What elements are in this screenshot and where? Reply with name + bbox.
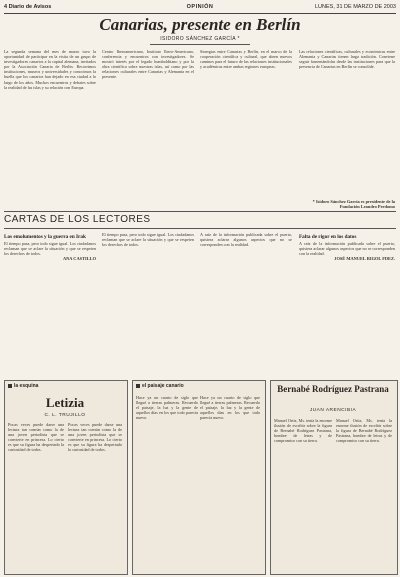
page-header: [4, 3, 396, 14]
column-body: Manuel Ortiz, Ms. tenía la enorme ilusión de escribir sobre la figura de Bernabé Rodríguez Pastrana, hombre de letras y de compromiso con su tierra.: [274, 418, 332, 444]
section-divider: [4, 211, 396, 212]
letter-body-cont: A raíz de la información publicada sobre el puerto, quisiera aclarar algunos aspectos que no se corresponden con la realidad.: [200, 232, 292, 248]
page-number: 4 Diario de Avisos: [4, 4, 52, 10]
letter-body-cont: El tiempo pasa, pero todo sigue igual. Los ciudadanos reclaman que se aclare la situación y que se respeten los derechos de todos.: [102, 232, 194, 248]
letter-title: Falta de rigor en los datos: [299, 234, 357, 240]
column-title: Letizia: [45, 395, 85, 410]
column-author: JUAN ARENCIBIA: [309, 408, 357, 413]
column-body: Pocas veces puede darse una lectura tan común como la de una joven periodista que se convierte en princesa. Lo cierto es que su figura ha despertado la curiosidad de todos.: [8, 422, 64, 453]
letters-section-title: CARTAS DE LOS LECTORES: [4, 214, 151, 225]
column-body: Hace ya un cuarto de siglo que llegué a tierras palmeras. Recuerdo el paisaje, la luz y la gente de aquellos días en los que todo parecía nuevo.: [136, 395, 198, 421]
letter-2-main: [299, 232, 395, 372]
letter-title: Los emolumentos y la guerra en Irak: [4, 234, 86, 240]
column-title: Bernabé Rodríguez Pastrana: [277, 384, 389, 394]
letter-body: A raíz de la información publicada sobre el puerto, quisiera aclarar algunos aspectos que no se corresponden con la realidad.: [299, 241, 395, 257]
page-date: LUNES, 31 DE MARZO DE 2003: [314, 4, 396, 10]
letter-1-cont: [102, 232, 194, 372]
column-body-cont: Manuel Ortiz, Ms. tenía la enorme ilusión de escribir sobre la figura de Bernabé Rodríguez Pastrana, hombre de letras y de compromiso con su tierra.: [336, 418, 392, 444]
section-name: OPINIÓN: [186, 4, 214, 10]
letter-body: El tiempo pasa, pero todo sigue igual. Los ciudadanos reclaman que se aclare la situación y que se respeten los derechos de todos.: [4, 241, 96, 257]
article-column-1: La segunda semana del mes de marzo tuvo la oportunidad de participar en la visita de un grupo de investigadores canarios a la capital alemana, invitados por la Asociación Canaria de Berlín. Recorrimos instituciones, museos y universidades y conocimos la huella que los canarios han dejado en esa ciudad a lo largo de los años. Muchos encuentros y debates sobre la realidad de las islas y su relación con Europa.: [4, 49, 96, 90]
letters-rule: [4, 228, 396, 229]
column-body-cont: Hace ya un cuarto de siglo que llegué a tierras palmeras. Recuerdo el paisaje, la luz y la gente de aquellos días en los que todo parecía nuevo.: [200, 395, 260, 421]
article-column-3: Sinergias entre Canarias y Berlín, en el marco de la cooperación científica y cultural, que abren nuevos caminos para el futuro de las relaciones institucionales y académicas entre ambas regiones europeas.: [200, 49, 292, 70]
column-kicker: la esquina: [8, 383, 38, 389]
letter-signature: ANA CASTILLO: [62, 256, 96, 262]
column-body-cont: Pocas veces puede darse una lectura tan común como la de una joven periodista que se convierte en princesa. Lo cierto es que su figura ha despertado la curiosidad de todos.: [68, 422, 122, 453]
article-byline: ISIDORO SÁNCHEZ GARCÍA *: [160, 36, 240, 42]
letter-2: [200, 232, 292, 372]
letter-1: [4, 232, 96, 372]
article-author-note: * Isidoro Sánchez García es presidente de la Fundación Leandro Perdomo: [312, 199, 395, 210]
letter-signature: JOSÉ MANUEL RIGOL FDEZ.: [334, 256, 395, 262]
article-headline: Canarias, presente en Berlín: [99, 15, 301, 34]
column-author: C. L. TRUJILLO: [44, 413, 86, 418]
byline-rule: [150, 44, 250, 45]
article-column-2: Centro Iberoamericano, Instituto Ibero-Americano, conferencia y encuentros con investigadores. Se mostró interés por el legado humboldtiano y por la obra científica sobre nuestras islas, así como por las relaciones culturales entre Canarias y Alemania en el presente.: [102, 49, 194, 80]
article-column-4: Las relaciones científicas, culturales y económicas entre Alemania y Canarias tienen larga tradición. Conviene seguir fomentándolas desde las instituciones para que la presencia de Canarias en Berlín se consolide.: [299, 49, 395, 70]
column-kicker: el paisaje canario: [136, 383, 184, 389]
